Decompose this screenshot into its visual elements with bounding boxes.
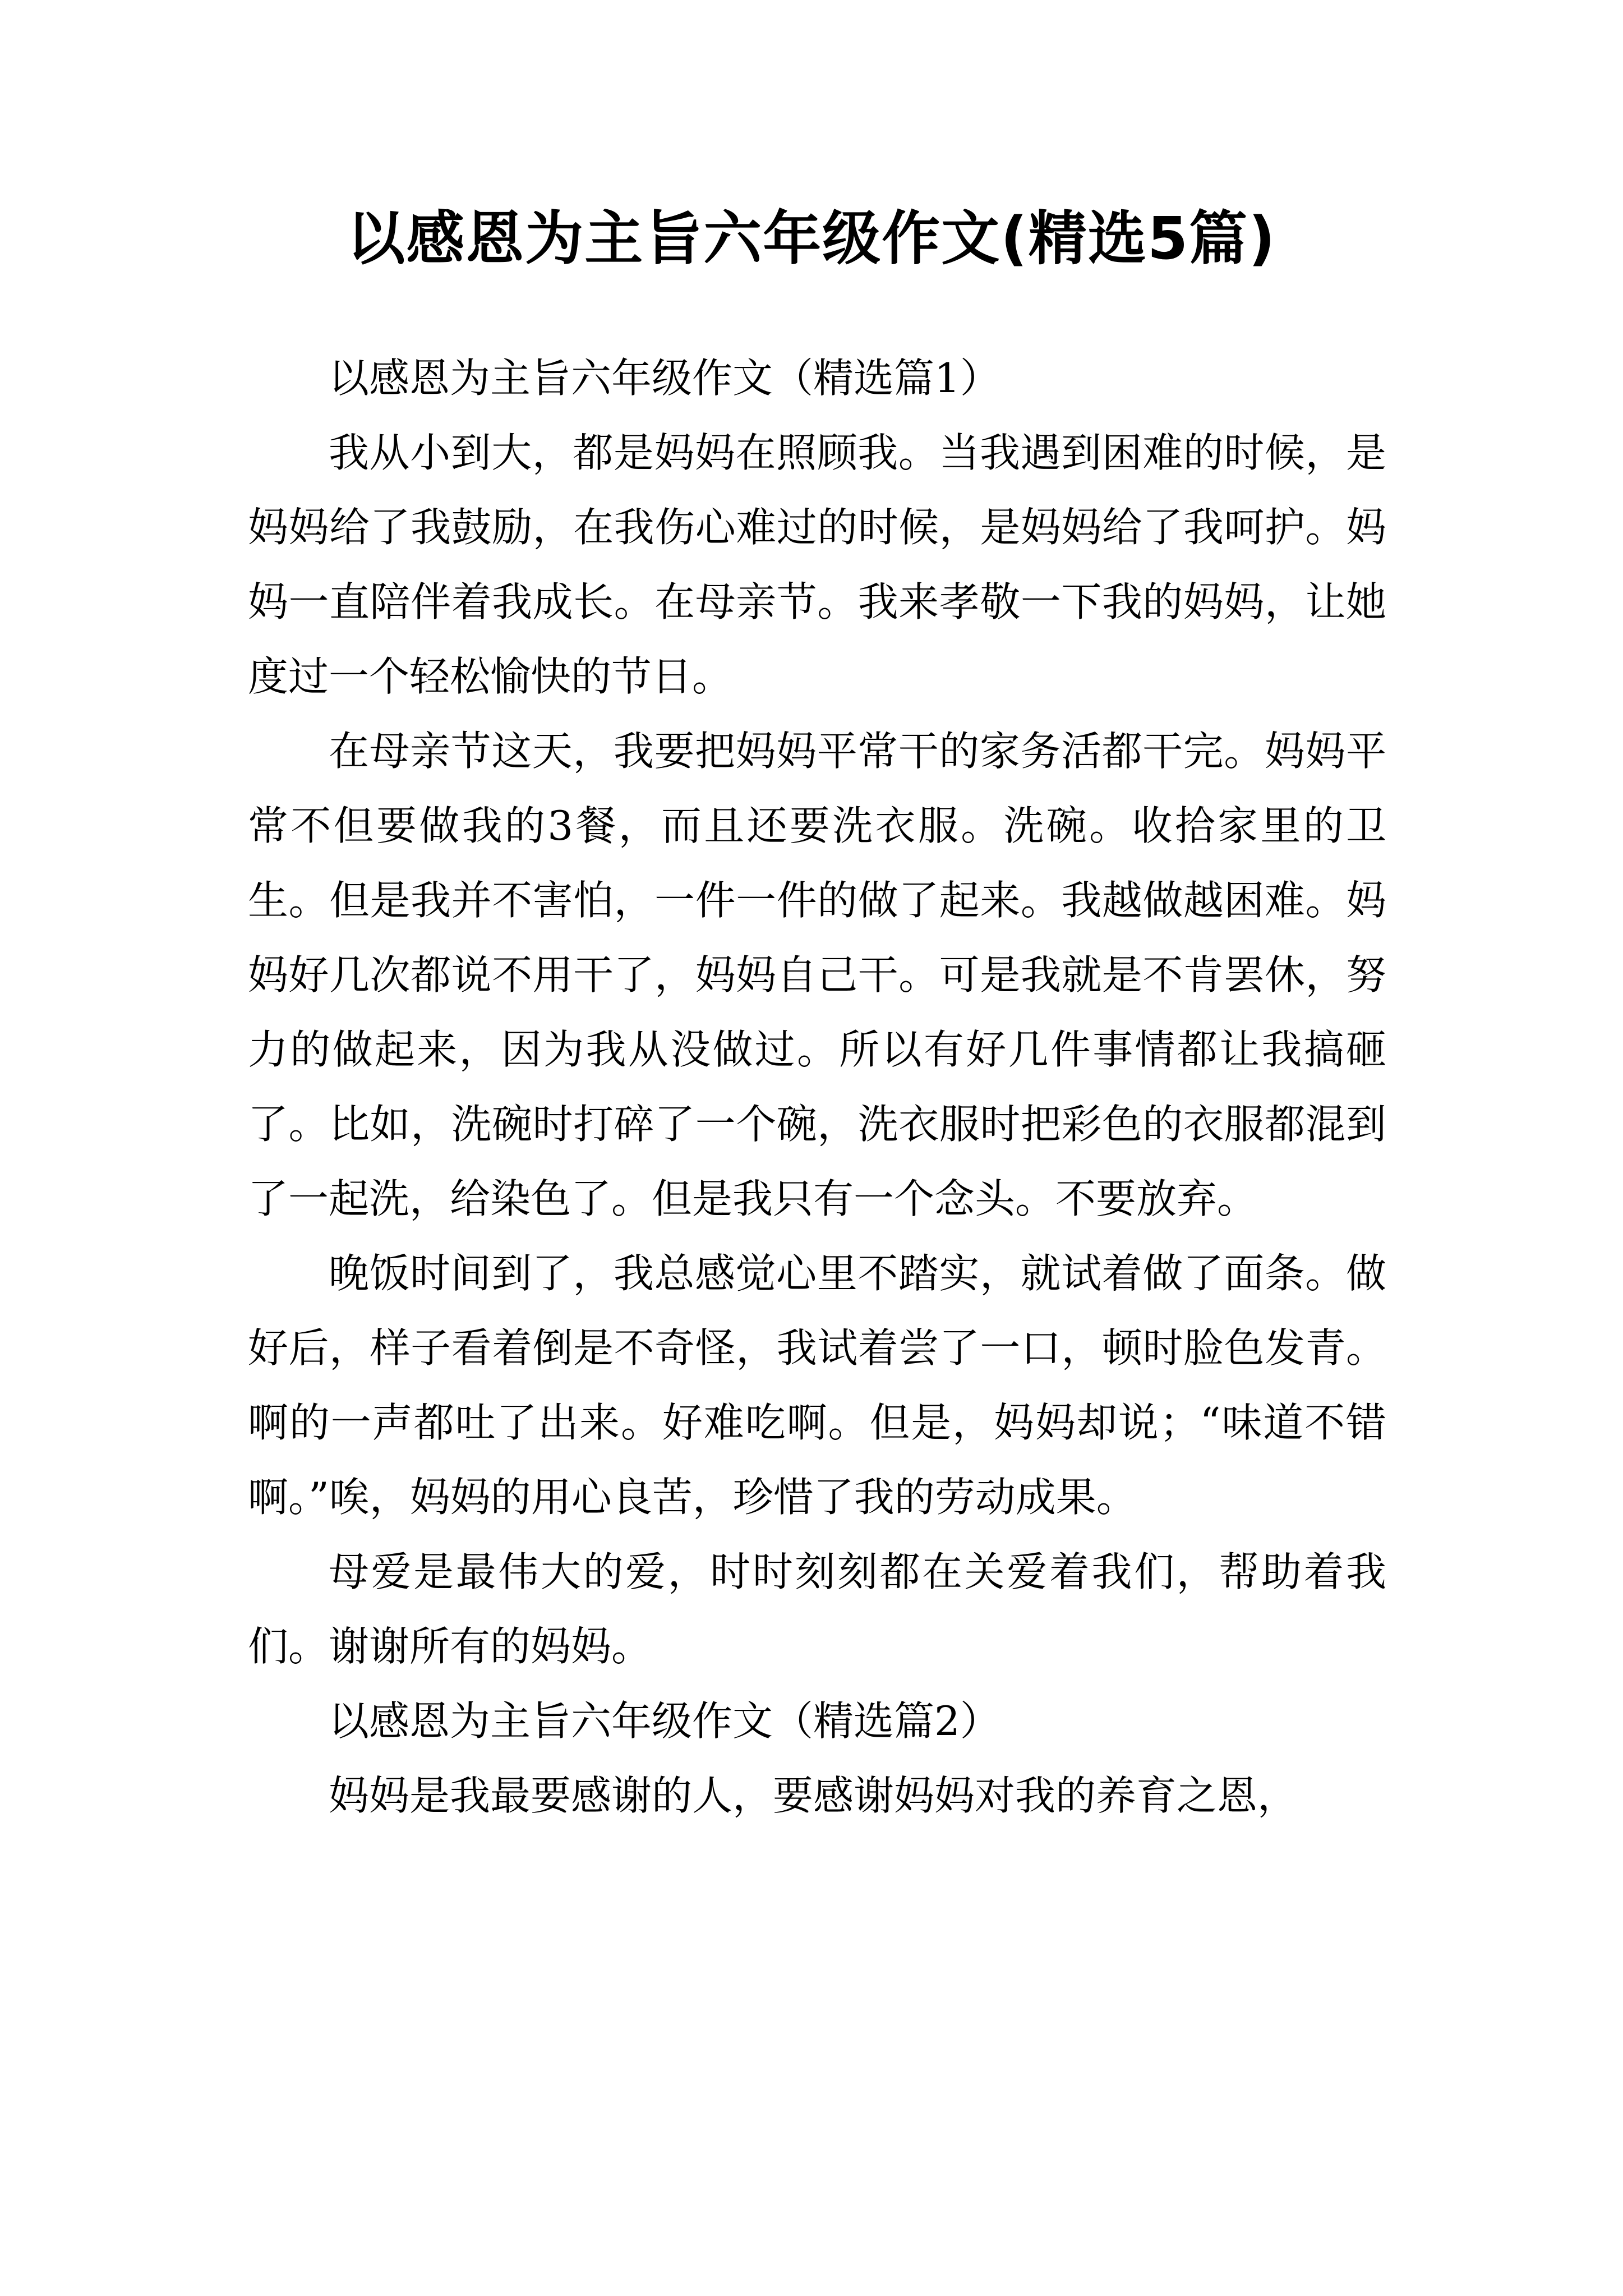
- paragraph: 晚饭时间到了，我总感觉心里不踏实，就试着做了面条。做好后，样子看着倒是不奇怪，我试着尝了一口，顿时脸色发青。啊的一声都吐了出来。好难吃啊。但是，妈妈却说；“味道不错啊。”唉，妈妈的用心良苦，珍惜了我的劳动成果。: [248, 1250, 1386, 1521]
- paragraph: 在母亲节这天，我要把妈妈平常干的家务活都干完。妈妈平常不但要做我的3餐，而且还要洗衣服。洗碗。收拾家里的卫生。但是我并不害怕，一件一件的做了起来。我越做越困难。妈妈好几次都说不用干了，妈妈自己干。可是我就是不肯罢休，努力的做起来，因为我从没做过。所以有好几件事情都让我搞砸了。比如，洗碗时打碎了一个碗，洗衣服时把彩色的衣服都混到了一起洗，给染色了。但是我只有一个念头。不要放弃。: [248, 728, 1386, 1222]
- section-heading-2: 以感恩为主旨六年级作文（精选篇2）: [329, 1697, 1000, 1745]
- paragraph: 母爱是最伟大的爱，时时刻刻都在关爱着我们，帮助着我们。谢谢所有的妈妈。: [248, 1548, 1386, 1670]
- paragraph: 我从小到大，都是妈妈在照顾我。当我遇到困难的时候，是妈妈给了我鼓励，在我伤心难过的时候，是妈妈给了我呵护。妈妈一直陪伴着我成长。在母亲节。我来孝敬一下我的妈妈，让她度过一个轻松愉快的节日。: [248, 429, 1386, 700]
- document-title: 以感恩为主旨六年级作文(精选5篇): [347, 204, 1276, 273]
- document-body: [248, 341, 1386, 1833]
- paragraph: 妈妈是我最要感谢的人，要感谢妈妈对我的养育之恩，: [329, 1772, 1298, 1819]
- section-heading-1: 以感恩为主旨六年级作文（精选篇1）: [329, 355, 1000, 402]
